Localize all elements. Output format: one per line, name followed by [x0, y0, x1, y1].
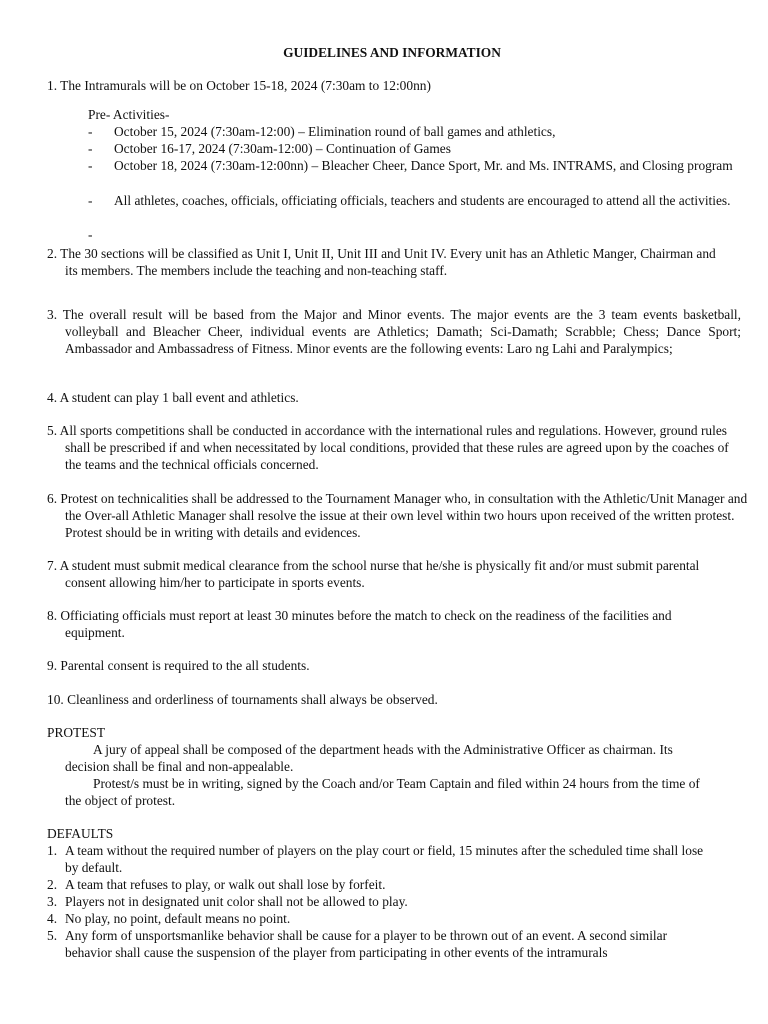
protest-paragraph-text: Protest/s must be in writing, signed by the Coach and/or Team Captain and filed within 24 hours from the time of the object of protest.	[65, 776, 700, 808]
list-number: 2.	[47, 877, 58, 892]
protest-paragraph-text: A jury of appeal shall be composed of the department heads with the Administrative Officer as chairman. Its decision shall be final and non-appealable.	[65, 742, 673, 774]
list-text: A team that refuses to play, or walk out shall lose by forfeit.	[65, 877, 386, 892]
activity-text: October 15, 2024 (7:30am-12:00) – Elimination round of ball games and athletics,	[114, 124, 556, 139]
list-number: 3.	[47, 894, 58, 909]
dash-bullet: -	[88, 158, 93, 173]
list-item	[47, 893, 715, 910]
activity-text: All athletes, coaches, officials, officiating officials, teachers and students are encouraged to attend all the activities.	[114, 193, 731, 208]
protest-paragraph	[47, 741, 711, 775]
dash-bullet: -	[88, 141, 93, 156]
list-number: 4.	[47, 911, 58, 926]
protest-paragraph	[47, 775, 711, 809]
defaults-list	[47, 842, 715, 961]
item-9: 9. Parental consent is required to the all students.	[47, 658, 310, 673]
list-item	[47, 910, 715, 927]
activity-text: October 18, 2024 (7:30am-12:00nn) – Bleacher Cheer, Dance Sport, Mr. and Ms. INTRAMS, and Closing program	[114, 158, 733, 173]
list-text: No play, no point, default means no point.	[65, 911, 291, 926]
list-item	[47, 876, 715, 893]
item-2: 2. The 30 sections will be classified as Unit I, Unit II, Unit III and Unit IV. Every unit has an Athletic Manger, Chairman and its members. The members include the teaching and non-teaching staff.	[47, 246, 716, 278]
defaults-heading: DEFAULTS	[47, 826, 114, 841]
item-10: 10. Cleanliness and orderliness of tournaments shall always be observed.	[47, 692, 438, 707]
list-item	[47, 927, 715, 961]
dash-bullet: -	[88, 193, 93, 208]
protest-heading: PROTEST	[47, 725, 106, 740]
pre-activities-label: Pre- Activities-	[88, 107, 170, 122]
activity-item	[88, 157, 746, 174]
list-text: Players not in designated unit color shall not be allowed to play.	[65, 894, 408, 909]
list-text: Any form of unsportsmanlike behavior shall be cause for a player to be thrown out of an event. A second similar behavior shall cause the suspension of the player from participating in other events of the intramurals	[65, 928, 668, 960]
list-number: 5.	[47, 928, 58, 943]
list-number: 1.	[47, 843, 58, 858]
item-5: 5. All sports competitions shall be conducted in accordance with the international rules and regulations. However, ground rules shall be prescribed if and when necessitated by local conditions, provided that these rules are agreed upon by the coaches of the teams and the technical officials concerned.	[47, 423, 729, 472]
item-1: 1. The Intramurals will be on October 15-18, 2024 (7:30am to 12:00nn)	[47, 78, 431, 93]
activity-text: October 16-17, 2024 (7:30am-12:00) – Continuation of Games	[114, 141, 451, 156]
item-4: 4. A student can play 1 ball event and athletics.	[47, 390, 299, 405]
document-title: GUIDELINES AND INFORMATION	[283, 45, 501, 60]
activity-item	[88, 192, 746, 209]
item-8: 8. Officiating officials must report at least 30 minutes before the match to check on the readiness of the facilities and equipment.	[47, 608, 672, 640]
activity-item	[88, 123, 746, 140]
list-item	[47, 842, 715, 876]
dash-bullet: -	[88, 227, 93, 242]
list-text: A team without the required number of players on the play court or field, 15 minutes after the scheduled time shall lose by default.	[65, 843, 704, 875]
activity-item	[88, 140, 746, 157]
item-3: 3. The overall result will be based from the Major and Minor events. The major events are the 3 team events basketball, volleyball and Bleacher Cheer, individual events are Athletics; Damath; Sci-Damath; Scrabble; Chess; Dance Sport; Ambassador and Ambassadress of Fitness. Minor events are the following events: Laro ng Lahi and Paralympics;	[47, 307, 741, 356]
dash-bullet: -	[88, 124, 93, 139]
item-7: 7. A student must submit medical clearance from the school nurse that he/she is physically fit and/or must submit parental consent allowing him/her to participate in sports events.	[47, 558, 700, 590]
item-6: 6. Protest on technicalities shall be addressed to the Tournament Manager who, in consultation with the Athletic/Unit Manager and the Over-all Athletic Manager shall resolve the issue at their own level within two hours upon received of the written protest. Protest should be in writing with details and evidences.	[47, 491, 748, 540]
